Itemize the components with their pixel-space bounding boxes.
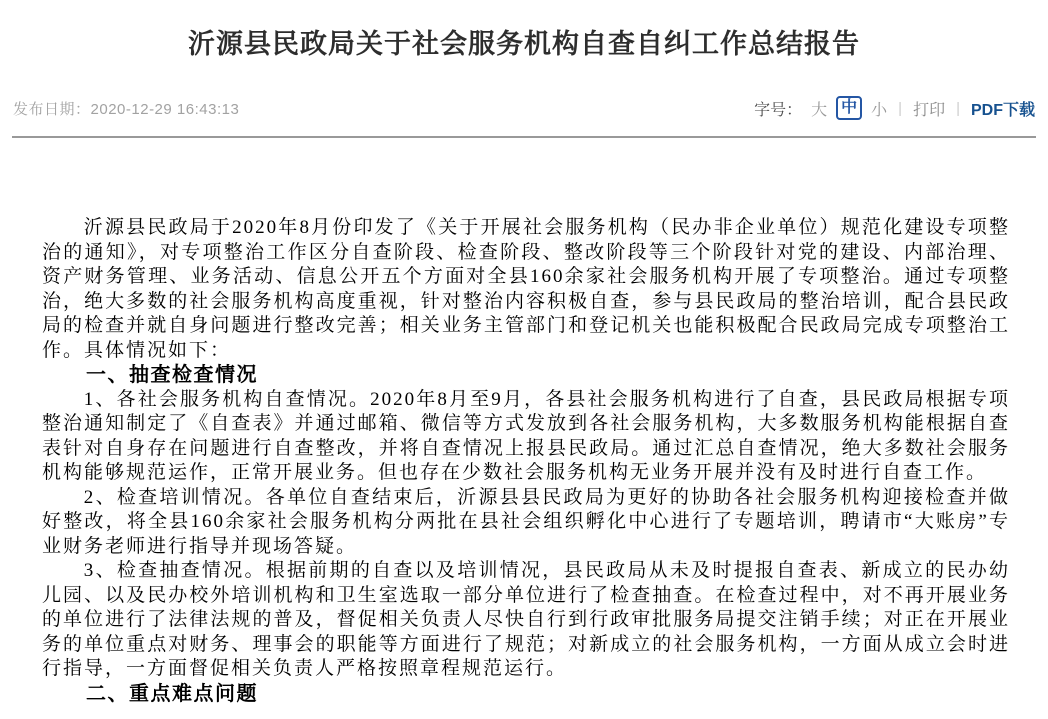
toolbar-separator: | (956, 99, 960, 117)
font-size-label: 字号： (754, 101, 803, 119)
article-body (42, 216, 1010, 706)
publish-date-value: 2020-12-29 16:43:13 (90, 100, 240, 118)
font-size-large-button[interactable]: 大 (811, 101, 828, 119)
toolbar-separator: | (898, 99, 903, 117)
pdf-download-link[interactable]: PDF下载 (970, 101, 1035, 119)
article-paragraph-item-2: 2、检查培训情况。各单位自查结束后，沂源县县民政局为更好的协助各社会服务机构迎接检查并做好整改，将全县160余家社会服务机构分两批在县社会组织孵化中心进行了专题培训，聘请市“大账房”专业财务老师进行指导并现场答疑。 (42, 486, 1010, 557)
header-divider (12, 136, 1036, 138)
font-size-medium-button[interactable]: 中 (836, 96, 862, 120)
page-title: 沂源县民政局关于社会服务机构自查自纠工作总结报告 (188, 29, 860, 59)
article-paragraph-item-3: 3、检查抽查情况。根据前期的自查以及培训情况，县民政局从未及时提报自查表、新成立的民办幼儿园、以及民办校外培训机构和卫生室选取一部分单位进行了检查抽查。在检查过程中，对不再开展业务的单位进行了法律法规的普及，督促相关负责人尽快自行到行政审批服务局提交注销手续；对正在开展业务的单位重点对财务、理事会的职能等方面进行了规范；对新成立的社会服务机构，一方面从成立会时进行指导，一方面督促相关负责人严格按照章程规范运行。 (42, 560, 1010, 679)
section-heading-1: 一、抽查检查情况 (86, 364, 258, 386)
section-heading-2: 二、重点难点问题 (86, 682, 258, 705)
meta-row (13, 94, 1035, 122)
article-paragraph-item-1: 1、各社会服务机构自查情况。2020年8月至9月，各县社会服务机构进行了自查，县民政局根据专项整治通知制定了《自查表》并通过邮箱、微信等方式发放到各社会服务机构，大多数服务机构能根据自查表针对自身存在问题进行自查整改，并将自查情况上报县民政局。通过汇总自查情况，绝大多数社会服务机构能够规范运作，正常开展业务。但也存在少数社会服务机构无业务开展并没有及时进行自查工作。 (42, 388, 1010, 483)
article-paragraph-intro: 沂源县民政局于2020年8月份印发了《关于开展社会服务机构（民办非企业单位）规范化建设专项整治的通知》，对专项整治工作区分自查阶段、检查阶段、整改阶段等三个阶段针对党的建设、内部治理、资产财务管理、业务活动、信息公开五个方面对全县160余家社会服务机构开展了专项整治。通过专项整治，绝大多数的社会服务机构高度重视，针对整治内容积极自查，参与县民政局的整治培训，配合县民政局的检查并就自身问题进行整改完善；相关业务主管部门和登记机关也能积极配合民政局完成专项整治工作。具体情况如下： (42, 217, 1010, 361)
toolbar (754, 96, 1035, 120)
font-size-small-button[interactable]: 小 (871, 101, 888, 119)
page-header (0, 0, 1048, 138)
publish-date (13, 98, 239, 119)
publish-date-label: 发布日期： (13, 100, 91, 118)
print-button[interactable]: 打印 (913, 101, 946, 119)
